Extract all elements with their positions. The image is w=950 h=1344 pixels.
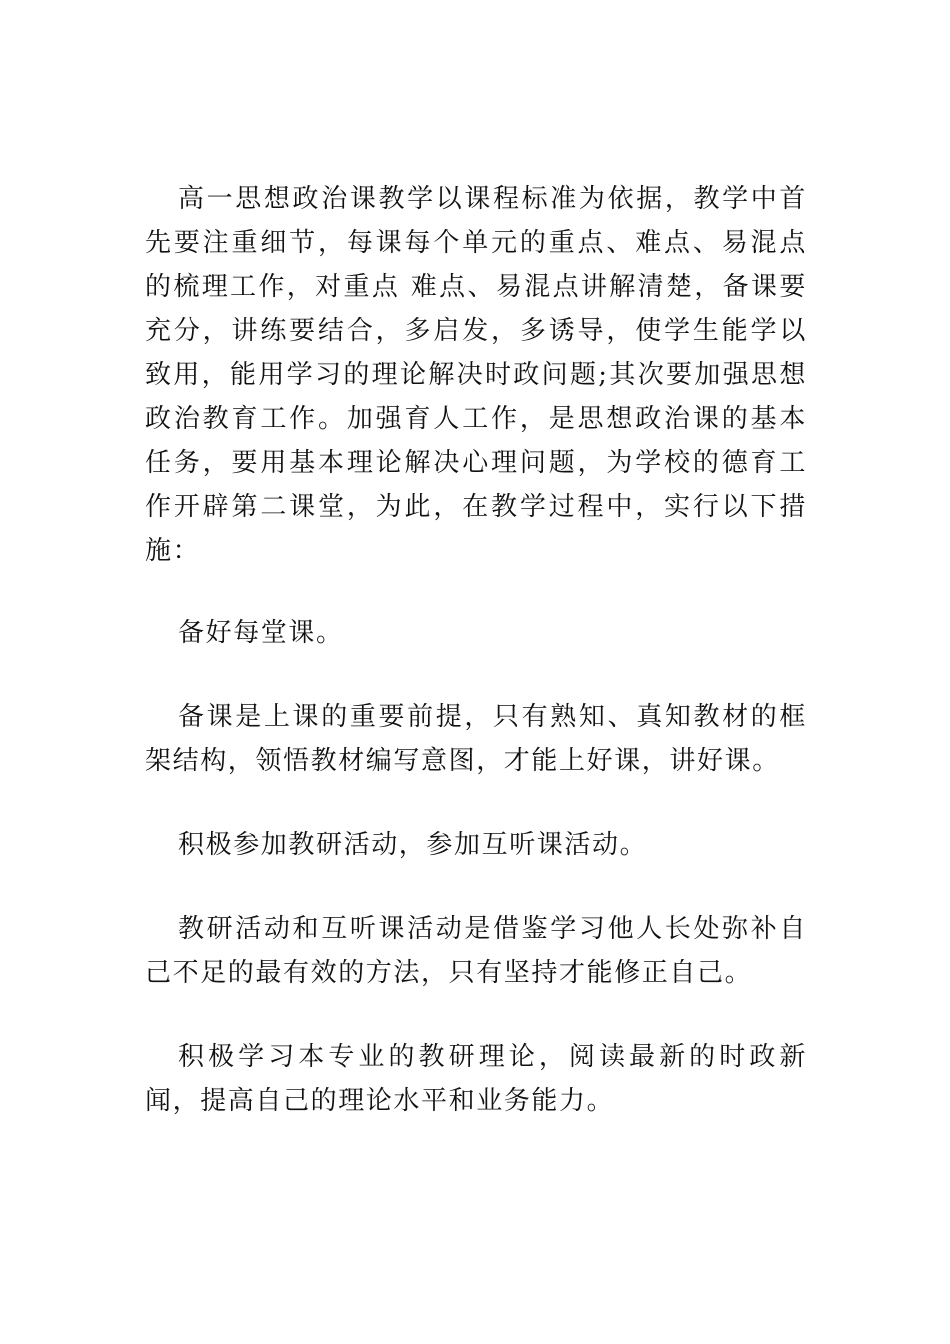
- paragraph-research-detail: 教研活动和互听课活动是借鉴学习他人长处弥补自己不足的最有效的方法，只有坚持才能修正自己。: [145, 914, 807, 988]
- document-body: [145, 177, 807, 1123]
- paragraph-research-activities: 积极参加教研活动，参加互听课活动。: [178, 830, 648, 860]
- paragraph-study-theory: 积极学习本专业的教研理论，阅读最新的时政新闻，提高自己的理论水平和业务能力。: [145, 1042, 807, 1116]
- paragraph-teaching-principles: 高一思想政治课教学以课程标准为依据，教学中首先要注重细节，每课每个单元的重点、难点、易混点的梳理工作，对重点 难点、易混点讲解清楚，备课要充分，讲练要结合，多启发，多诱导，使学生能学以致用，能用学习的理论解决时政问题;其次要加强思想政治教育工作。加强育人工作，是思想政治课的基本任务，要用基本理论解决心理问题，为学校的德育工作开辟第二课堂，为此，在教学过程中，实行以下措施：: [145, 184, 807, 566]
- paragraph-prepare-lessons: 备好每堂课。: [178, 618, 344, 648]
- paragraph-lesson-prep-detail: 备课是上课的重要前提，只有熟知、真知教材的框架结构，领悟教材编写意图，才能上好课，讲好课。: [145, 702, 807, 776]
